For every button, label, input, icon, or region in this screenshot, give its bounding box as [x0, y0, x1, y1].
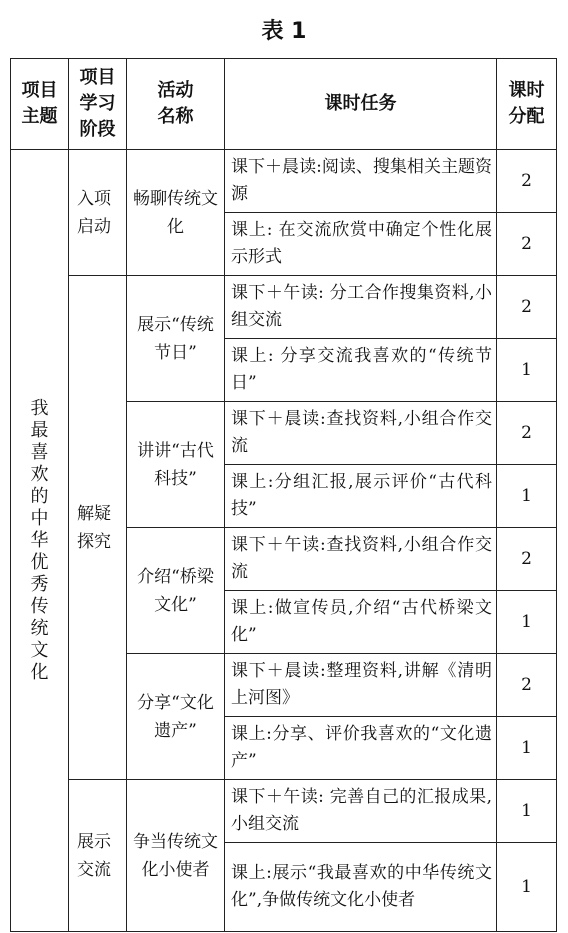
activity-name-cell: 争当传统文化小使者 [127, 780, 225, 932]
task-cell: 课下＋晨读:查找资料,小组合作交流 [225, 402, 497, 465]
hours-cell: 1 [497, 717, 557, 780]
activity-name-cell: 分享“文化遗产” [127, 654, 225, 780]
stage-cell: 解疑探究 [69, 276, 127, 780]
task-cell: 课上:做宣传员,介绍“古代桥梁文化” [225, 591, 497, 654]
header-task: 课时任务 [225, 59, 497, 150]
table-row [11, 276, 557, 339]
task-cell: 课下＋午读: 分工合作搜集资料,小组交流 [225, 276, 497, 339]
header-theme: 项目主题 [11, 59, 69, 150]
table-caption: 表 1 [261, 19, 307, 44]
header-hours: 课时分配 [497, 59, 557, 150]
header-row [11, 59, 557, 150]
hours-cell: 2 [497, 654, 557, 717]
hours-cell: 1 [497, 339, 557, 402]
project-theme-text: 我最喜欢的中华优秀传统文化 [30, 397, 49, 683]
activity-name-cell: 讲讲“古代科技” [127, 402, 225, 528]
task-cell: 课上:分享、评价我喜欢的“文化遗产” [225, 717, 497, 780]
project-theme-cell [11, 150, 69, 932]
hours-cell: 2 [497, 402, 557, 465]
header-activity: 活动名称 [127, 59, 225, 150]
task-cell: 课上: 在交流欣赏中确定个性化展示形式 [225, 213, 497, 276]
task-cell: 课上: 分享交流我喜欢的“传统节日” [225, 339, 497, 402]
hours-cell: 2 [497, 528, 557, 591]
task-cell: 课下＋晨读:整理资料,讲解《清明上河图》 [225, 654, 497, 717]
task-cell: 课上:分组汇报,展示评价“古代科技” [225, 465, 497, 528]
hours-cell: 1 [497, 465, 557, 528]
activity-name-cell: 展示“传统节日” [127, 276, 225, 402]
table-row [11, 150, 557, 213]
hours-cell: 2 [497, 213, 557, 276]
task-cell: 课下＋晨读:阅读、搜集相关主题资源 [225, 150, 497, 213]
task-cell: 课上:展示“我最喜欢的中华传统文化”,争做传统文化小使者 [225, 843, 497, 932]
task-cell: 课下＋午读:查找资料,小组合作交流 [225, 528, 497, 591]
activity-name-cell: 畅聊传统文化 [127, 150, 225, 276]
task-cell: 课下＋午读: 完善自己的汇报成果,小组交流 [225, 780, 497, 843]
hours-cell: 1 [497, 591, 557, 654]
hours-cell: 2 [497, 276, 557, 339]
stage-cell: 入项启动 [69, 150, 127, 276]
table-row [11, 780, 557, 843]
header-stage: 项目学习阶段 [69, 59, 127, 150]
hours-cell: 1 [497, 780, 557, 843]
activity-name-cell: 介绍“桥梁文化” [127, 528, 225, 654]
hours-cell: 2 [497, 150, 557, 213]
hours-cell: 1 [497, 843, 557, 932]
table-body [11, 150, 557, 932]
stage-cell: 展示交流 [69, 780, 127, 932]
course-plan-table [10, 58, 557, 932]
